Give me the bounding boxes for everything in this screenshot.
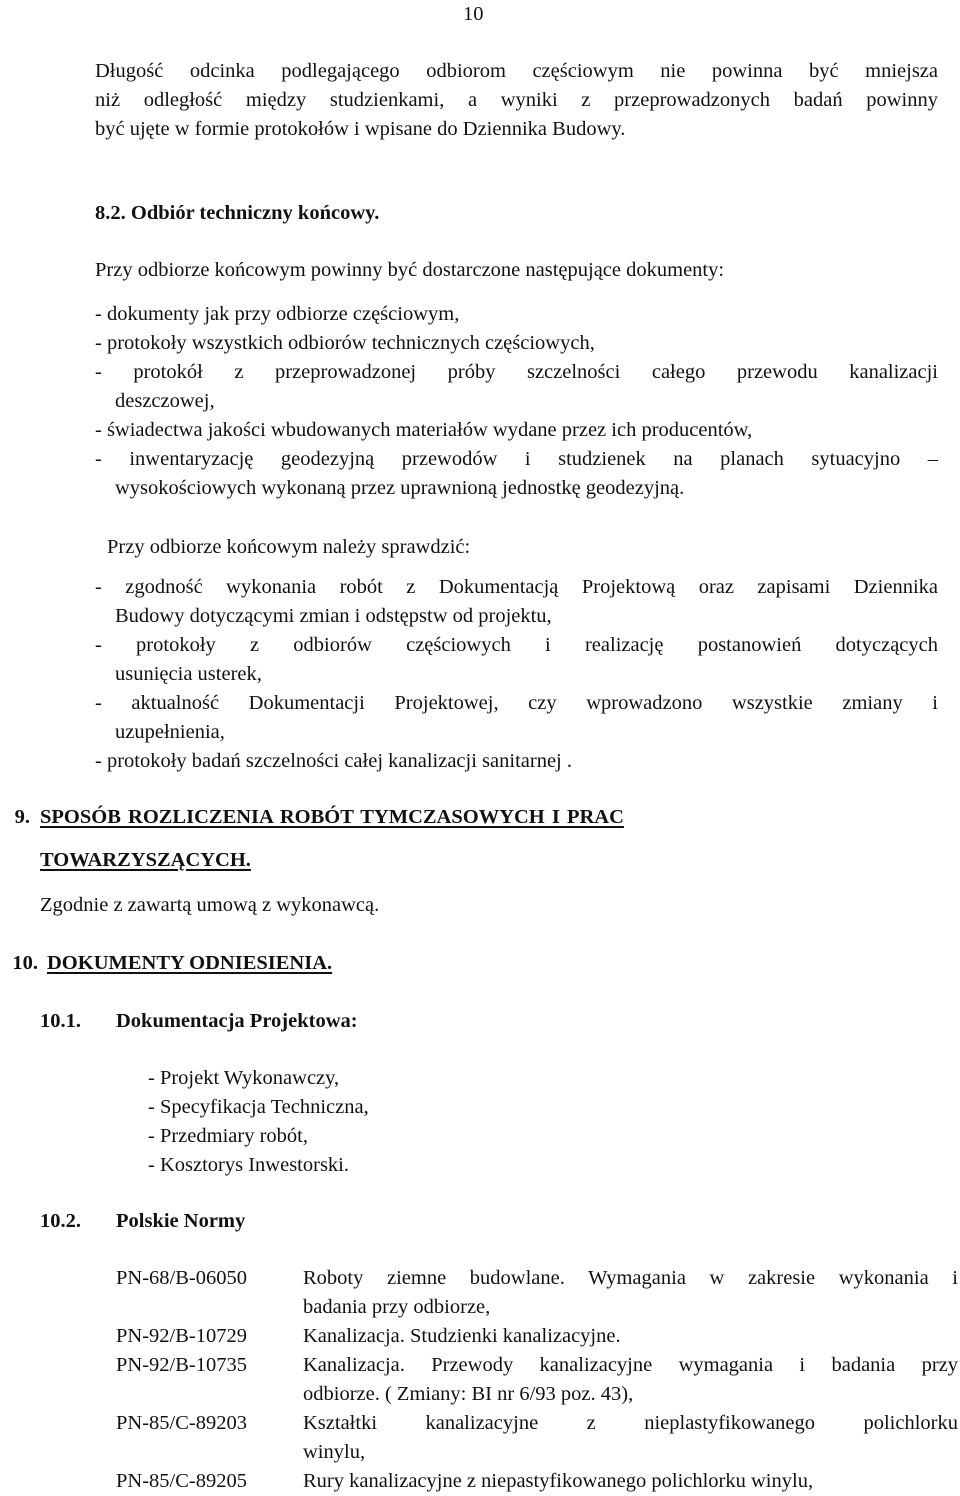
norm-row	[116, 1467, 958, 1496]
list-item-continuation: Budowy dotyczącymi zmian i odstępstw od projektu,	[115, 605, 552, 627]
norm-description-line: Roboty ziemne budowlane. Wymagania w zakresie wykonania i	[303, 1267, 958, 1289]
check-list	[95, 573, 938, 776]
list-item-continuation: wysokościowych wykonaną przez uprawnioną jednostkę geodezyjną.	[115, 477, 685, 499]
norm-code: PN-68/B-06050	[116, 1267, 247, 1289]
norm-description-line: Kanalizacja. Studzienki kanalizacyjne.	[303, 1325, 621, 1347]
section-10-title: DOKUMENTY ODNIESIENIA.	[47, 952, 333, 974]
documents-lead: Przy odbiorze końcowym powinny być dostarczone następujące dokumenty:	[95, 259, 725, 281]
section-10-2-title: Polskie Normy	[116, 1210, 246, 1232]
norms-table	[116, 1264, 958, 1496]
norm-code: PN-85/C-89203	[116, 1412, 247, 1434]
list-item: - zgodność wykonania robót z Dokumentacją Projektową oraz zapisami Dziennika	[95, 576, 938, 598]
section-9-title: SPOSÓB ROZLICZENIA ROBÓT TYMCZASOWYCH I PRAC	[40, 806, 624, 828]
section-10-1-number: 10.1.	[40, 1010, 81, 1032]
norm-row	[116, 1264, 958, 1322]
list-item: - protokoły wszystkich odbiorów technicznych częściowych,	[95, 332, 595, 354]
norm-description-line: Rury kanalizacyjne z niepastyfikowanego polichlorku winylu,	[303, 1470, 814, 1492]
list-item: - protokół z przeprowadzonej próby szczelności całego przewodu kanalizacji	[95, 361, 938, 383]
section-9-body: Zgodnie z zawartą umową z wykonawcą.	[40, 894, 380, 916]
section-8-2-heading: 8.2. Odbiór techniczny końcowy.	[95, 202, 380, 224]
section-10-2-number: 10.2.	[40, 1210, 81, 1232]
list-item-continuation: uzupełnienia,	[115, 721, 225, 743]
norm-description	[303, 1409, 958, 1467]
list-item-continuation: usunięcia usterek,	[115, 663, 262, 685]
norm-description-line: Kształtki kanalizacyjne z nieplastyfikowanego polichlorku	[303, 1412, 958, 1434]
project-documents-list	[148, 1064, 369, 1180]
norm-description	[303, 1264, 958, 1322]
check-lead: Przy odbiorze końcowym należy sprawdzić:	[107, 536, 471, 558]
norm-description-line: Kanalizacja. Przewody kanalizacyjne wymagania i badania przy	[303, 1354, 958, 1376]
norm-description	[303, 1322, 958, 1351]
section-10-1-title: Dokumentacja Projektowa:	[116, 1010, 358, 1032]
norm-code: PN-92/B-10729	[116, 1325, 247, 1347]
list-item-continuation: deszczowej,	[115, 390, 215, 412]
list-item: - świadectwa jakości wbudowanych materiałów wydane przez ich producentów,	[95, 419, 753, 441]
list-item: - Specyfikacja Techniczna,	[148, 1096, 369, 1118]
list-item: - Kosztorys Inwestorski.	[148, 1154, 349, 1176]
list-item: - Projekt Wykonawczy,	[148, 1067, 340, 1089]
list-item: - protokoły z odbiorów częściowych i realizację postanowień dotyczących	[95, 634, 938, 656]
list-item: - inwentaryzację geodezyjną przewodów i studzienek na planach sytuacyjno –	[95, 448, 938, 470]
norm-description-line: winylu,	[303, 1441, 366, 1463]
list-item: - Przedmiary robót,	[148, 1125, 308, 1147]
norm-description	[303, 1351, 958, 1409]
documents-list	[95, 300, 938, 503]
intro-line: niż odległość między studzienkami, a wyniki z przeprowadzonych badań powinny	[95, 89, 938, 111]
norm-description-line: odbiorze. ( Zmiany: BI nr 6/93 poz. 43),	[303, 1383, 634, 1405]
section-10-number: 10.	[12, 952, 38, 974]
intro-line: Długość odcinka podlegającego odbiorom częściowym nie powinna być mniejsza	[95, 60, 938, 82]
intro-line: być ujęte w formie protokołów i wpisane do Dziennika Budowy.	[95, 118, 626, 140]
norm-description	[303, 1467, 958, 1496]
list-item: - protokoły badań szczelności całej kanalizacji sanitarnej .	[95, 750, 572, 772]
norm-row	[116, 1322, 958, 1351]
norm-row	[116, 1351, 958, 1409]
norm-row	[116, 1409, 958, 1467]
list-item: - dokumenty jak przy odbiorze częściowym,	[95, 303, 460, 325]
list-item: - aktualność Dokumentacji Projektowej, czy wprowadzono wszystkie zmiany i	[95, 692, 938, 714]
norm-description-line: badania przy odbiorze,	[303, 1296, 491, 1318]
norm-code: PN-92/B-10735	[116, 1354, 247, 1376]
section-9-title-continuation: TOWARZYSZĄCYCH.	[40, 849, 251, 871]
intro-paragraph	[95, 57, 938, 144]
section-9-number: 9.	[14, 806, 30, 828]
page-number: 10	[463, 3, 484, 25]
norm-code: PN-85/C-89205	[116, 1470, 247, 1492]
